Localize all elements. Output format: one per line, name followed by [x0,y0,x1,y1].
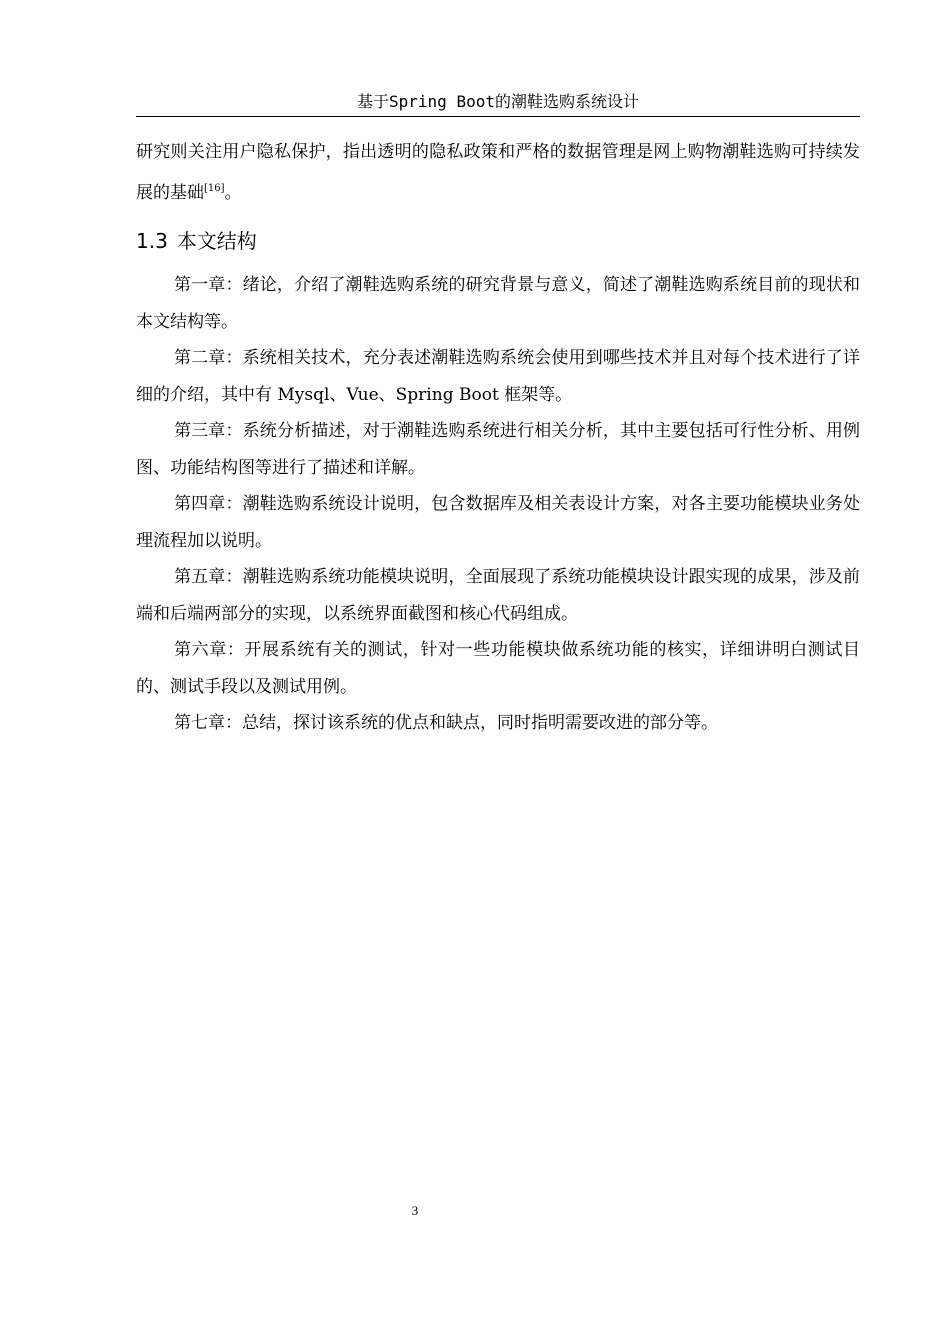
intro-text: 研究则关注用户隐私保护，指出透明的隐私政策和严格的数据管理是网上购物潮鞋选购可持续发展的基础 [136,142,860,203]
running-title: 基于Spring Boot的潮鞋选购系统设计 [357,92,639,111]
section-heading [136,223,860,259]
chapter-paragraph-3: 第三章：系统分析描述，对于潮鞋选购系统进行相关分析，其中主要包括可行性分析、用例图、功能结构图等进行了描述和详解。 [136,421,860,478]
chapter-paragraph-6: 第六章：开展系统有关的测试，针对一些功能模块做系统功能的核实，详细讲明白测试目的、测试手段以及测试用例。 [136,640,860,697]
intro-end: 。 [224,182,242,203]
chapter-paragraph-2: 第二章：系统相关技术，充分表述潮鞋选购系统会使用到哪些技术并且对每个技术进行了详细的介绍，其中有 Mysql、Vue、Spring Boot 框架等。 [136,348,860,405]
chapter-paragraph-5: 第五章：潮鞋选购系统功能模块说明，全面展现了系统功能模块设计跟实现的成果，涉及前端和后端两部分的实现，以系统界面截图和核心代码组成。 [136,567,860,624]
section-title: 本文结构 [176,229,257,253]
running-header [136,88,860,117]
page-number: 3 [411,1203,419,1218]
chapter-paragraph-1: 第一章：绪论，介绍了潮鞋选购系统的研究背景与意义，简述了潮鞋选购系统目前的现状和本文结构等。 [136,275,860,332]
page-body [136,134,860,742]
chapter-paragraph-7: 第七章：总结，探讨该系统的优点和缺点，同时指明需要改进的部分等。 [174,713,718,733]
citation-ref: [16] [204,182,225,194]
intro-paragraph [136,134,860,211]
section-number: 1.3 [136,229,168,253]
chapter-paragraph-4: 第四章：潮鞋选购系统设计说明，包含数据库及相关表设计方案，对各主要功能模块业务处理流程加以说明。 [136,494,860,551]
